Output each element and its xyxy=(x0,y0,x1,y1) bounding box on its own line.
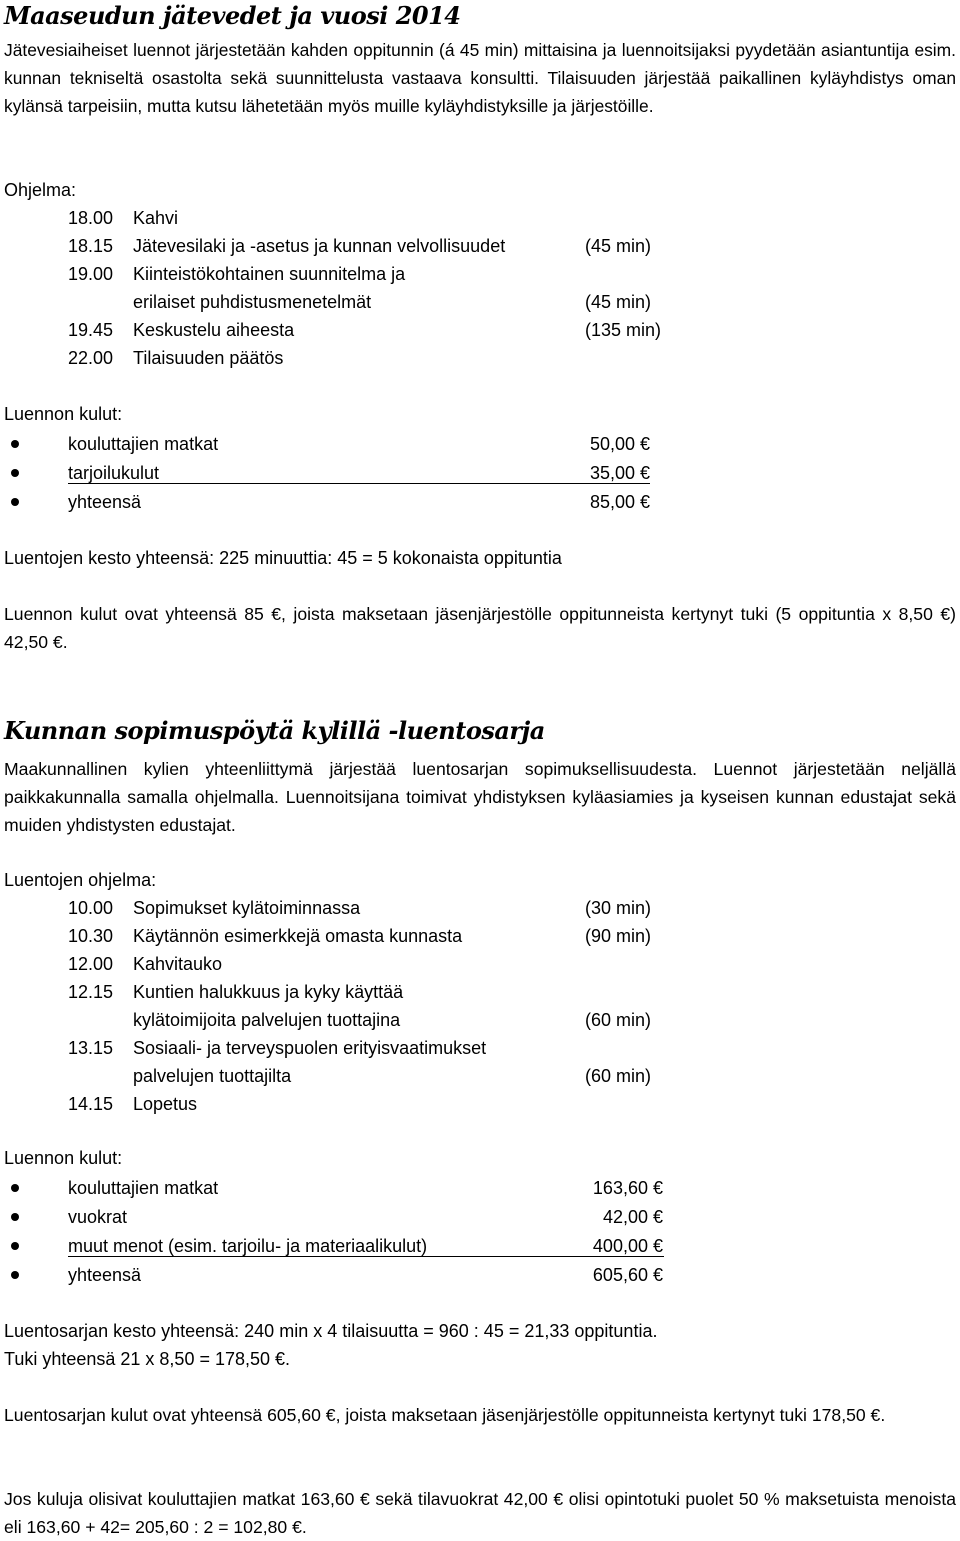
program-row xyxy=(0,1006,960,1034)
program-activity: Kiinteistökohtainen suunnitelma ja xyxy=(133,264,406,284)
cost-item xyxy=(0,1174,960,1202)
cost-amount: 42,00 € xyxy=(602,1207,663,1227)
program-activity: palvelujen tuottajilta xyxy=(133,1066,292,1086)
program-duration: (60 min) xyxy=(585,1010,652,1030)
program-activity: Käytännön esimerkkejä omasta kunnasta xyxy=(133,926,463,946)
program-row xyxy=(0,894,960,922)
program-row xyxy=(0,232,960,260)
program-row xyxy=(0,344,960,372)
section2-costs-heading: Luennon kulut: xyxy=(4,1148,123,1168)
section1-costs-heading: Luennon kulut: xyxy=(4,404,123,424)
program-row xyxy=(0,978,960,1006)
cost-label: kouluttajien matkat xyxy=(68,1178,219,1198)
cost-label: yhteensä xyxy=(68,492,142,512)
cost-label: tarjoilukulut xyxy=(68,463,160,483)
program-time: 18.15 xyxy=(68,236,114,256)
bullet-icon xyxy=(11,469,19,477)
program-time: 14.15 xyxy=(68,1094,114,1114)
program-row xyxy=(0,288,960,316)
program-time: 12.15 xyxy=(68,982,114,1002)
cost-amount: 605,60 € xyxy=(592,1265,663,1285)
cost-amount: 35,00 € xyxy=(589,463,650,483)
section2-intro: Maakunnallinen kylien yhteenliittymä järjestää luentosarjan sopimuksellisuudesta. Luennot järjestetään neljällä paikkakunnalla samalla ohjelmalla. Luennoitsijana toimivat yhdistyksen kyläasiamies ja kyseisen kunnan edustajat sekä muiden yhdistysten edustajat. xyxy=(4,759,956,835)
program-activity: Sosiaali- ja terveyspuolen erityisvaatimukset xyxy=(133,1038,487,1058)
bullet-icon xyxy=(11,1271,19,1279)
cost-label: kouluttajien matkat xyxy=(68,434,219,454)
cost-item xyxy=(0,459,960,487)
cost-label: yhteensä xyxy=(68,1265,142,1285)
bullet-icon xyxy=(11,1184,19,1192)
program-row xyxy=(0,950,960,978)
program-row xyxy=(0,1090,960,1118)
program-activity: Jätevesilaki ja -asetus ja kunnan velvollisuudet xyxy=(133,236,506,256)
program-time: 19.00 xyxy=(68,264,114,284)
program-time: 10.00 xyxy=(68,898,114,918)
program-time: 22.00 xyxy=(68,348,114,368)
program-activity: Tilaisuuden päätös xyxy=(133,348,284,368)
cost-item xyxy=(0,1232,960,1260)
program-row xyxy=(0,922,960,950)
program-time: 13.15 xyxy=(68,1038,114,1058)
section1-program-heading: Ohjelma: xyxy=(4,180,77,200)
section1-intro: Jätevesiaiheiset luennot järjestetään kahden oppitunnin (á 45 min) mittaisina ja luennoitsijaksi pyydetään asiantuntija esim. kunnan tekniseltä osastolta sekä suunnittelusta vastaava konsultti. Tilaisuuden järjestää paikallinen kyläyhdistys oman kylänsä tarpeisiin, mutta kutsu lähetetään myös muille kyläyhdistyksille ja järjestöille. xyxy=(4,40,956,116)
section2-duration-line2: Tuki yhteensä 21 x 8,50 = 178,50 €. xyxy=(4,1349,291,1369)
section2-alternative: Jos kuluja olisivat kouluttajien matkat 163,60 € sekä tilavuokrat 42,00 € olisi opintotuki puolet 50 % maksetuista menoista eli 163,60 + 42= 205,60 : 2 = 102,80 €. xyxy=(4,1489,956,1537)
section2-program-heading: Luentojen ohjelma: xyxy=(4,870,157,890)
program-activity: Lopetus xyxy=(133,1094,198,1114)
program-activity: Kuntien halukkuus ja kyky käyttää xyxy=(133,982,404,1002)
cost-amount: 400,00 € xyxy=(592,1236,663,1256)
program-time: 18.00 xyxy=(68,208,114,228)
program-duration: (90 min) xyxy=(585,926,652,946)
cost-label: muut menot (esim. tarjoilu- ja materiaalikulut) xyxy=(68,1236,428,1256)
program-activity: Keskustelu aiheesta xyxy=(133,320,295,340)
cost-amount: 85,00 € xyxy=(589,492,650,512)
section1-duration-text: Luentojen kesto yhteensä: 225 minuuttia: 45 = 5 kokonaista oppituntia xyxy=(4,548,562,568)
program-time: 12.00 xyxy=(68,954,114,974)
cost-item xyxy=(0,430,960,458)
program-time: 19.45 xyxy=(68,320,114,340)
cost-amount: 163,60 € xyxy=(592,1178,663,1198)
program-row xyxy=(0,1062,960,1090)
bullet-icon xyxy=(11,440,19,448)
section2-title: Kunnan sopimuspöytä kylillä -luentosarja xyxy=(4,716,545,745)
section2-summary: Luentosarjan kulut ovat yhteensä 605,60 €, joista maksetaan jäsenjärjestölle oppitunneista kertynyt tuki 178,50 €. xyxy=(4,1405,886,1425)
program-time: 10.30 xyxy=(68,926,114,946)
cost-item xyxy=(0,1261,960,1289)
program-activity: kylätoimijoita palvelujen tuottajina xyxy=(133,1010,401,1030)
program-row xyxy=(0,316,960,344)
cost-item xyxy=(0,488,960,516)
underline xyxy=(68,483,650,484)
section1-summary: Luennon kulut ovat yhteensä 85 €, joista maksetaan jäsenjärjestölle oppitunneista kertynyt tuki (5 oppituntia x 8,50 €) 42,50 €. xyxy=(4,604,956,652)
program-duration: (60 min) xyxy=(585,1066,652,1086)
program-duration: (135 min) xyxy=(585,320,662,340)
section2-duration-line1: Luentosarjan kesto yhteensä: 240 min x 4 tilaisuutta = 960 : 45 = 21,33 oppituntia. xyxy=(4,1321,658,1341)
cost-label: vuokrat xyxy=(68,1207,128,1227)
bullet-icon xyxy=(11,1242,19,1250)
program-duration: (45 min) xyxy=(585,236,652,256)
bullet-icon xyxy=(11,498,19,506)
section1-title: Maaseudun jätevedet ja vuosi 2014 xyxy=(4,1,461,30)
underline xyxy=(68,1256,664,1257)
program-row xyxy=(0,1034,960,1062)
program-activity: erilaiset puhdistusmenetelmät xyxy=(133,292,372,312)
program-row xyxy=(0,204,960,232)
program-row xyxy=(0,260,960,288)
program-activity: Kahvi xyxy=(133,208,179,228)
program-duration: (30 min) xyxy=(585,898,652,918)
program-activity: Kahvitauko xyxy=(133,954,223,974)
bullet-icon xyxy=(11,1213,19,1221)
program-activity: Sopimukset kylätoiminnassa xyxy=(133,898,361,918)
program-duration: (45 min) xyxy=(585,292,652,312)
cost-item xyxy=(0,1203,960,1231)
cost-amount: 50,00 € xyxy=(589,434,650,454)
